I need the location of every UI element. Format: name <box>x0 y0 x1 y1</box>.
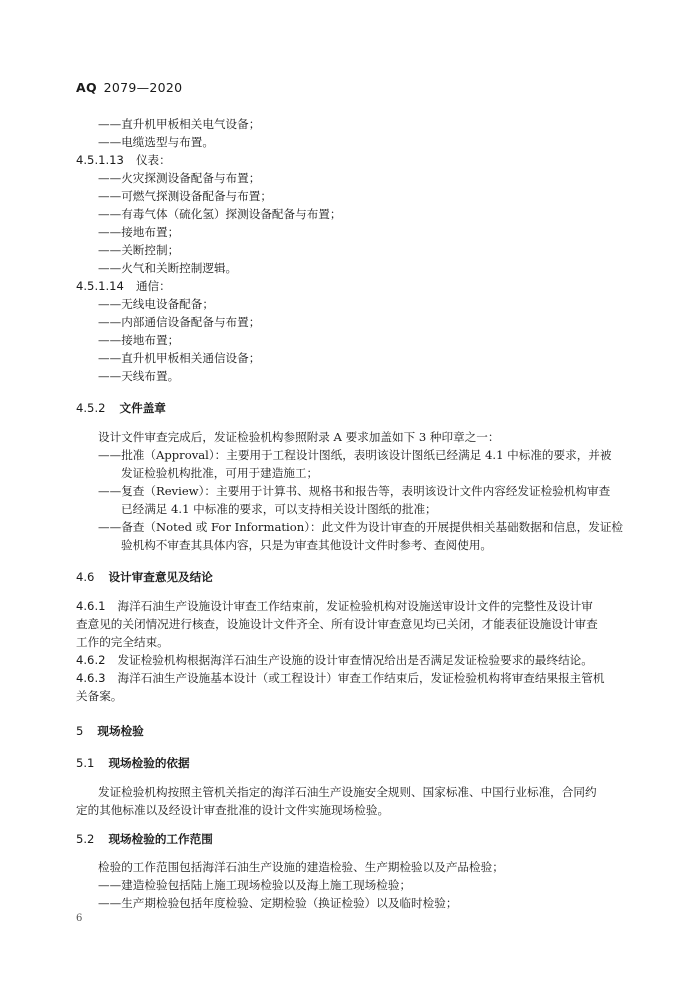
paragraph-continuation: 查意见的关闭情况进行核查，设施设计文件齐全、所有设计审查意见均已关闭，才能表征设施设计审查 <box>76 617 598 631</box>
clause-title: 通信： <box>135 279 171 293</box>
section-title: 现场检验的依据 <box>108 756 190 770</box>
paragraph-continuation: 工作的完全结束。 <box>76 635 169 649</box>
list-item-continuation: 已经满足 4.1 中标准的要求，可以支持相关设计图纸的批准； <box>121 502 437 516</box>
section-number: 5 <box>76 724 84 738</box>
clause-text: 海洋石油生产设施设计审查工作结束前，发证检验机构对设施送审设计文件的完整性及设计审 <box>117 599 593 613</box>
list-item: ——可燃气探测设备配备与布置； <box>98 189 272 203</box>
clause-4-6-1 <box>76 597 593 615</box>
clause-number: 4.5.1.14 <box>76 279 124 293</box>
section-title: 现场检验 <box>97 724 144 738</box>
list-item: ——接地布置； <box>98 333 180 347</box>
paragraph-continuation: 定的其他标准以及经设计审查批准的设计文件实施现场检验。 <box>76 803 390 817</box>
list-item-continuation: 发证检验机构批准，可用于建造施工； <box>121 466 319 480</box>
section-number: 5.2 <box>76 832 95 846</box>
list-item: ——火气和关断控制逻辑。 <box>98 261 238 275</box>
section-heading-5-1 <box>76 754 190 772</box>
list-item: ——天线布置。 <box>98 369 180 383</box>
clause-title: 仪表： <box>135 153 171 167</box>
standard-number: 2079—2020 <box>103 80 183 95</box>
list-item: ——无线电设备配备； <box>98 297 214 311</box>
clause-4-6-3 <box>76 669 604 687</box>
clause-4-5-1-13 <box>76 151 171 169</box>
list-item: ——内部通信设备配备与布置； <box>98 315 261 329</box>
paragraph-continuation: 关备案。 <box>76 689 123 703</box>
section-number: 5.1 <box>76 756 95 770</box>
paragraph: 发证检验机构按照主管机关指定的海洋石油生产设施安全规则、国家标准、中国行业标准，合同约 <box>98 785 597 799</box>
section-title: 文件盖章 <box>119 401 166 415</box>
clause-text: 海洋石油生产设施基本设计（或工程设计）审查工作结束后，发证检验机构将审查结果报主管机 <box>117 671 605 685</box>
page-number: 6 <box>76 913 83 924</box>
section-heading-5-2 <box>76 830 213 848</box>
paragraph: 检验的工作范围包括海洋石油生产设施的建造检验、生产期检验以及产品检验； <box>98 860 504 874</box>
list-item: ——建造检验包括陆上施工现场检验以及海上施工现场检验； <box>98 878 412 892</box>
list-item: ——批准（Approval）：主要用于工程设计图纸，表明该设计图纸已经满足 4.1 中标准的要求，并被 <box>98 448 612 462</box>
paragraph: 设计文件审查完成后，发证检验机构参照附录 A 要求加盖如下 3 种印章之一： <box>98 430 500 444</box>
list-item: ——直升机甲板相关电气设备； <box>98 117 261 131</box>
clause-4-6-2 <box>76 651 593 669</box>
list-item-continuation: 验机构不审查其具体内容，只是为审查其他设计文件时参考、查阅使用。 <box>121 538 493 552</box>
clause-number: 4.6.2 <box>76 653 106 667</box>
list-item: ——复查（Review）：主要用于计算书、规格书和报告等，表明该设计文件内容经发证检验机构审查 <box>98 484 611 498</box>
section-number: 4.6 <box>76 570 95 584</box>
section-heading-5 <box>76 722 144 740</box>
list-item: ——关断控制； <box>98 243 180 257</box>
list-item: ——备查（Noted 或 For Information）：此文件为设计审查的开展提供相关基础数据和信息，发证检 <box>98 520 624 534</box>
list-item: ——直升机甲板相关通信设备； <box>98 351 261 365</box>
list-item: ——火灾探测设备配备与布置； <box>98 171 261 185</box>
clause-number: 4.6.3 <box>76 671 106 685</box>
section-heading-4-5-2 <box>76 399 166 417</box>
list-item: ——生产期检验包括年度检验、定期检验（换证检验）以及临时检验； <box>98 896 458 910</box>
section-heading-4-6 <box>76 568 213 586</box>
clause-text: 发证检验机构根据海洋石油生产设施的设计审查情况给出是否满足发证检验要求的最终结论。 <box>117 653 593 667</box>
page-header <box>76 80 182 95</box>
clause-4-5-1-14 <box>76 277 171 295</box>
list-item: ——电缆选型与布置。 <box>98 135 214 149</box>
standard-code: AQ <box>76 80 97 95</box>
list-item: ——有毒气体（硫化氢）探测设备配备与布置； <box>98 207 342 221</box>
list-item: ——接地布置； <box>98 225 180 239</box>
section-title: 设计审查意见及结论 <box>108 570 213 584</box>
section-number: 4.5.2 <box>76 401 106 415</box>
section-title: 现场检验的工作范围 <box>108 832 213 846</box>
clause-number: 4.6.1 <box>76 599 106 613</box>
clause-number: 4.5.1.13 <box>76 153 124 167</box>
